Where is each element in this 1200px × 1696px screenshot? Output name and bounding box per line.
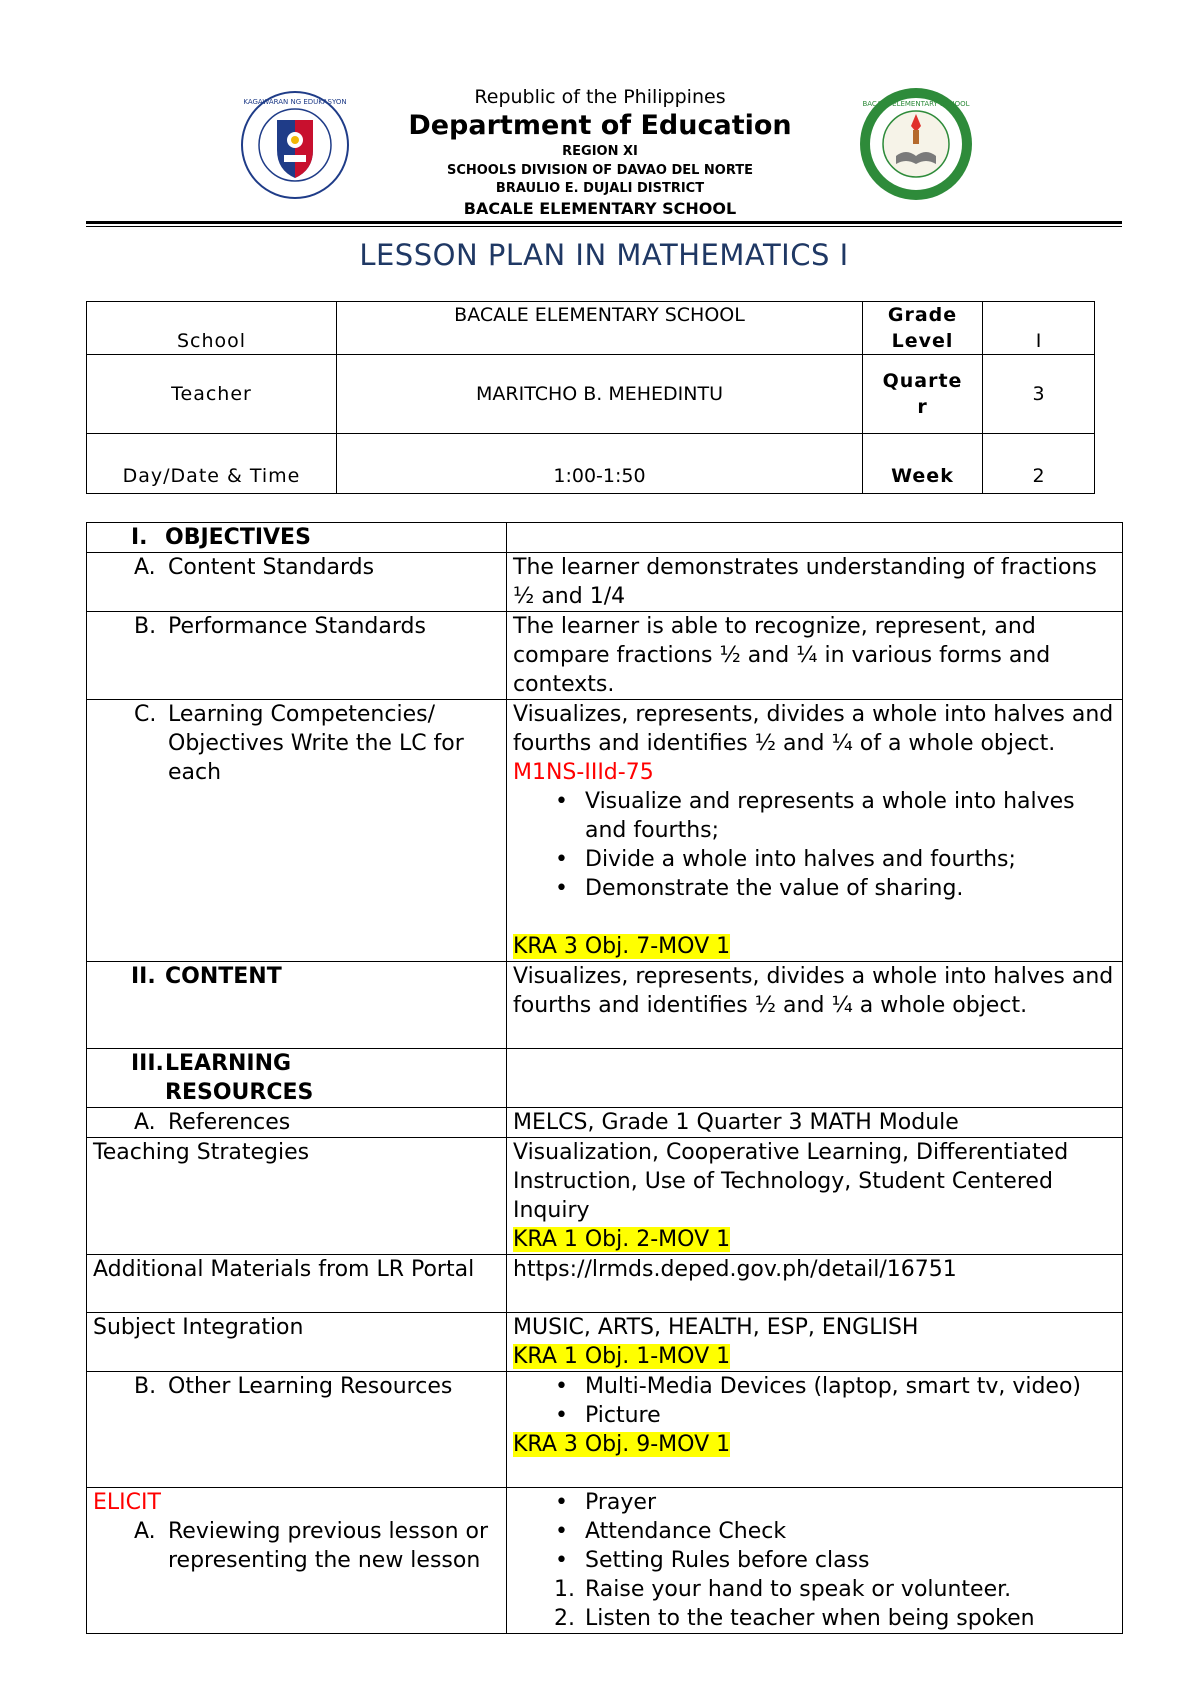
republic-line: Republic of the Philippines [474, 86, 726, 108]
integration-value-cell [507, 1313, 1123, 1372]
objectives-value [507, 523, 1123, 553]
content-standards-value: The learner demonstrates understanding of fractions ½ and 1/4 [507, 553, 1123, 612]
other-resources-letter: B. [134, 1374, 157, 1399]
school-line: BACALE ELEMENTARY SCHOOL [463, 199, 737, 218]
deped-seal-icon [240, 90, 350, 200]
elicit-label: Reviewing previous lesson or representing the new lesson [168, 1519, 489, 1573]
competencies-value-cell [507, 700, 1123, 962]
references-letter: A. [134, 1110, 156, 1135]
performance-standards-cell [87, 612, 507, 700]
list-item: • Visualize and represents a whole into halves and fourths; [513, 787, 1116, 845]
content-heading [87, 962, 507, 1049]
row-performance-standards [87, 612, 1123, 700]
references-label: References [168, 1110, 291, 1135]
kra-badge: KRA 1 Obj. 2-MOV 1 [513, 1227, 731, 1252]
school-label: School [87, 302, 337, 355]
row-other-resources [87, 1372, 1123, 1488]
other-resources-label: Other Learning Resources [168, 1374, 453, 1399]
additional-value: https://lrmds.deped.gov.ph/detail/16751 [507, 1255, 1123, 1313]
row-references [87, 1108, 1123, 1138]
list-item: • Demonstrate the value of sharing. [513, 874, 1116, 903]
competencies-letter: C. [134, 702, 157, 727]
list-item: • Picture [513, 1401, 1116, 1430]
kra-badge: KRA 1 Obj. 1-MOV 1 [513, 1344, 731, 1369]
competency-bullets [513, 787, 1116, 903]
division-line: SCHOOLS DIVISION OF DAVAO DEL NORTE [446, 163, 754, 178]
additional-label: Additional Materials from LR Portal [87, 1255, 507, 1313]
elicit-cell [87, 1488, 507, 1634]
grade-label-line1: Grade [887, 304, 958, 326]
kra-badge: KRA 3 Obj. 9-MOV 1 [513, 1432, 731, 1457]
info-row-school [87, 302, 1095, 355]
elicit-value-cell [507, 1488, 1123, 1634]
competency-code: M1NS-IIId-75 [513, 760, 654, 785]
list-item: • Setting Rules before class [513, 1546, 1116, 1575]
grade-level-label [863, 302, 983, 355]
department-name: Department of Education [408, 110, 792, 141]
objectives-heading [87, 523, 507, 553]
performance-standards-value: The learner is able to recognize, represent, and compare fractions ½ and ¼ in various forms and contexts. [507, 612, 1123, 700]
grade-label-line2: Level [891, 330, 954, 352]
row-additional-materials [87, 1255, 1123, 1313]
elicit-title: ELICIT [93, 1490, 161, 1515]
content-value: Visualizes, represents, divides a whole into halves and fourths and identifies ½ and ¼ a whole object. [507, 962, 1123, 1049]
performance-standards-label: Performance Standards [168, 614, 426, 639]
teacher-label: Teacher [87, 355, 337, 434]
info-table [86, 301, 1095, 494]
district-line: BRAULIO E. DUJALI DISTRICT [495, 181, 705, 196]
list-item: 2. Listen to the teacher when being spoken [554, 1606, 1035, 1631]
references-cell [87, 1108, 507, 1138]
elicit-letter: A. [134, 1519, 156, 1544]
performance-standards-letter: B. [134, 614, 157, 639]
row-content [87, 962, 1123, 1049]
strategies-value: Visualization, Cooperative Learning, Differentiated Instruction, Use of Technology, Student Centered Inquiry [513, 1140, 1069, 1223]
list-item: • Prayer [513, 1488, 1116, 1517]
other-resources-bullets [513, 1372, 1116, 1430]
day-time-label: Day/Date & Time [87, 434, 337, 494]
content-num: II. [131, 964, 156, 989]
strategies-value-cell [507, 1138, 1123, 1255]
quarter-label-line2: r [917, 396, 928, 418]
content-standards-cell [87, 553, 507, 612]
lesson-plan-table [86, 522, 1123, 1634]
row-competencies [87, 700, 1123, 962]
header-divider-thin [86, 226, 1122, 227]
elicit-rules [513, 1575, 1116, 1633]
content-standards-label: Content Standards [168, 555, 375, 580]
quarter-label [863, 355, 983, 434]
row-content-standards [87, 553, 1123, 612]
row-subject-integration [87, 1313, 1123, 1372]
objectives-title: OBJECTIVES [165, 525, 311, 550]
resources-heading [87, 1049, 507, 1108]
page-title: LESSON PLAN IN MATHEMATICS I [359, 238, 849, 272]
kra-badge: KRA 3 Obj. 7-MOV 1 [513, 934, 731, 959]
quarter-label-line1: Quarte [882, 370, 963, 392]
competencies-value: Visualizes, represents, divides a whole into halves and fourths and identifies ½ and ¼ of a whole object. [513, 702, 1114, 756]
list-item: • Attendance Check [513, 1517, 1116, 1546]
row-learning-resources [87, 1049, 1123, 1108]
resources-num: III. [131, 1051, 164, 1076]
resources-value [507, 1049, 1123, 1108]
info-row-day [87, 434, 1095, 494]
content-title: CONTENT [165, 964, 282, 989]
integration-label: Subject Integration [87, 1313, 507, 1372]
integration-value: MUSIC, ARTS, HEALTH, ESP, ENGLISH [513, 1315, 919, 1340]
resources-title: LEARNING RESOURCES [165, 1051, 314, 1105]
header-divider [86, 221, 1122, 224]
quarter-value: 3 [983, 355, 1095, 434]
day-time-value: 1:00-1:50 [337, 434, 863, 494]
content-standards-letter: A. [134, 555, 156, 580]
row-teaching-strategies [87, 1138, 1123, 1255]
seal-ring-text: KAGAWARAN NG EDUKASYON [243, 98, 347, 106]
school-seal-icon [858, 86, 974, 202]
school-value: BACALE ELEMENTARY SCHOOL [337, 302, 863, 355]
objectives-num: I. [131, 525, 148, 550]
row-elicit [87, 1488, 1123, 1634]
grade-level-value: I [983, 302, 1095, 355]
references-value: MELCS, Grade 1 Quarter 3 MATH Module [507, 1108, 1123, 1138]
info-row-teacher [87, 355, 1095, 434]
competencies-cell [87, 700, 507, 962]
competencies-label: Learning Competencies/ Objectives Write the LC for each [168, 702, 464, 785]
week-value: 2 [983, 434, 1095, 494]
other-resources-cell [87, 1372, 507, 1488]
strategies-label: Teaching Strategies [87, 1138, 507, 1255]
list-item: • Divide a whole into halves and fourths; [513, 845, 1116, 874]
week-label: Week [863, 434, 983, 494]
other-resources-value-cell [507, 1372, 1123, 1488]
region-line: REGION XI [562, 144, 638, 159]
row-objectives [87, 523, 1123, 553]
list-item: • Multi-Media Devices (laptop, smart tv, video) [513, 1372, 1116, 1401]
elicit-bullets [513, 1488, 1116, 1575]
list-item: 1. Raise your hand to speak or volunteer. [554, 1577, 1012, 1602]
school-seal-ring-text: BACALE ELEMENTARY SCHOOL [862, 100, 970, 108]
teacher-value: MARITCHO B. MEHEDINTU [337, 355, 863, 434]
